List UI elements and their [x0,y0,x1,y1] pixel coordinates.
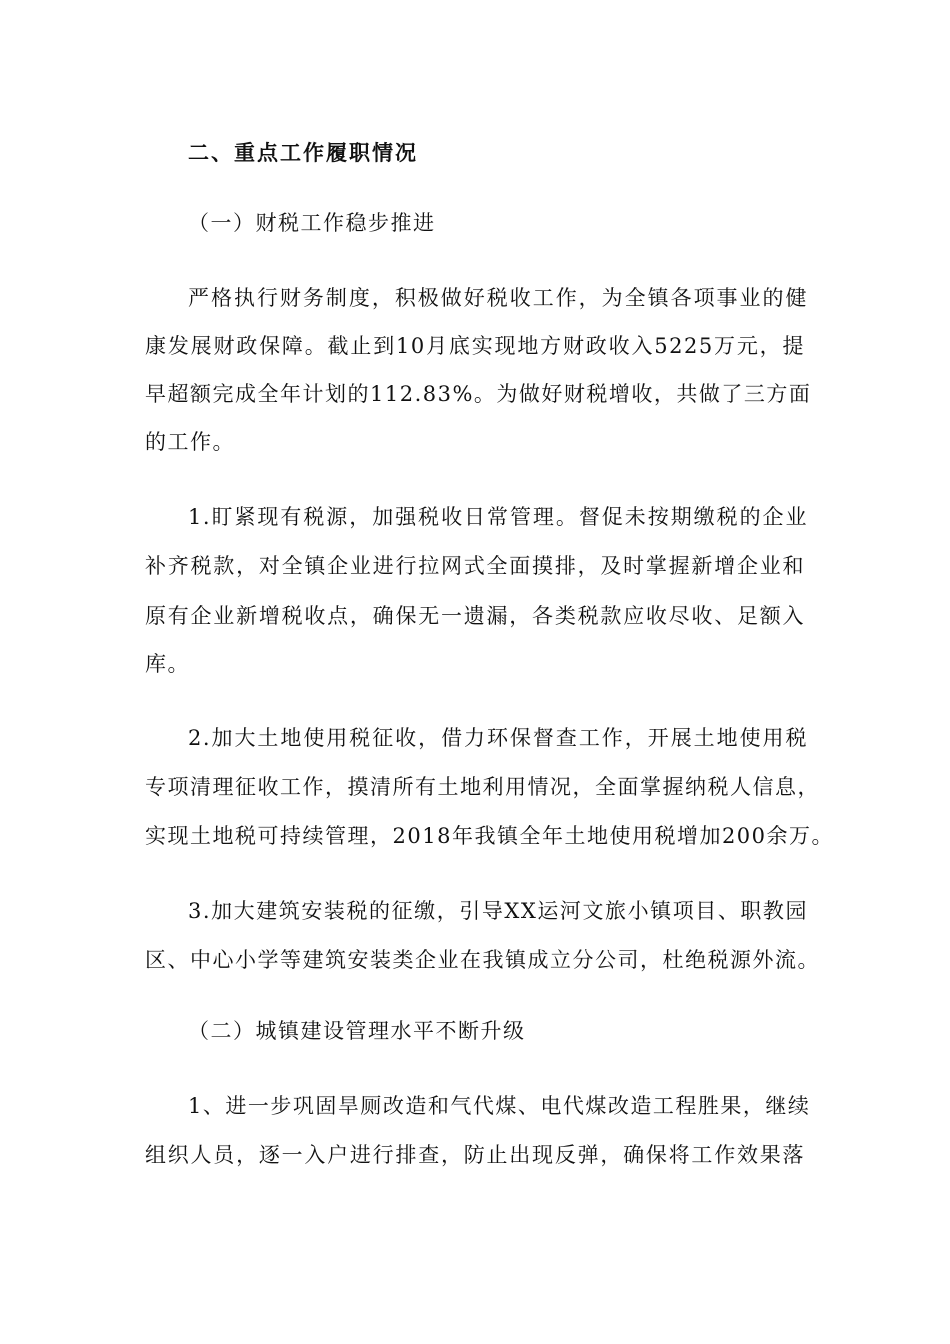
paragraph-line: 专项清理征收工作，摸清所有土地利用情况，全面掌握纳税人信息， [145,775,820,799]
section-heading: 二、重点工作履职情况 [188,141,418,165]
paragraph-line: 早超额完成全年计划的112.83%。为做好财税增收，共做了三方面 [145,382,812,406]
paragraph-line: 原有企业新增税收点，确保无一遗漏，各类税款应收尽收、足额入 [145,604,805,628]
paragraph-line: 补齐税款，对全镇企业进行拉网式全面摸排，及时掌握新增企业和 [145,554,805,578]
paragraph-line: 的工作。 [145,430,235,454]
paragraph-line: 2.加大土地使用税征收，借力环保督查工作，开展土地使用税 [188,726,808,750]
paragraph-line: 1.盯紧现有税源，加强税收日常管理。督促未按期缴税的企业 [188,505,808,529]
paragraph-line: 库。 [145,652,190,676]
paragraph-line: 1、进一步巩固旱厕改造和气代煤、电代煤改造工程胜果，继续 [188,1094,811,1118]
subsection-title-finance: （一）财税工作稳步推进 [188,211,436,235]
paragraph-line: 3.加大建筑安装税的征缴，引导XX运河文旅小镇项目、职教园 [188,899,808,923]
paragraph-line: 组织人员，逐一入户进行排查，防止出现反弹，确保将工作效果落 [145,1143,805,1167]
paragraph-line: 区、中心小学等建筑安装类企业在我镇成立分公司，杜绝税源外流。 [145,948,820,972]
paragraph-line: 严格执行财务制度，积极做好税收工作，为全镇各项事业的健 [188,286,808,310]
subsection-title-urban: （二）城镇建设管理水平不断升级 [188,1019,526,1043]
paragraph-line: 实现土地税可持续管理，2018年我镇全年土地使用税增加200余万。 [145,824,835,848]
paragraph-line: 康发展财政保障。截止到10月底实现地方财政收入5225万元，提 [145,334,805,358]
